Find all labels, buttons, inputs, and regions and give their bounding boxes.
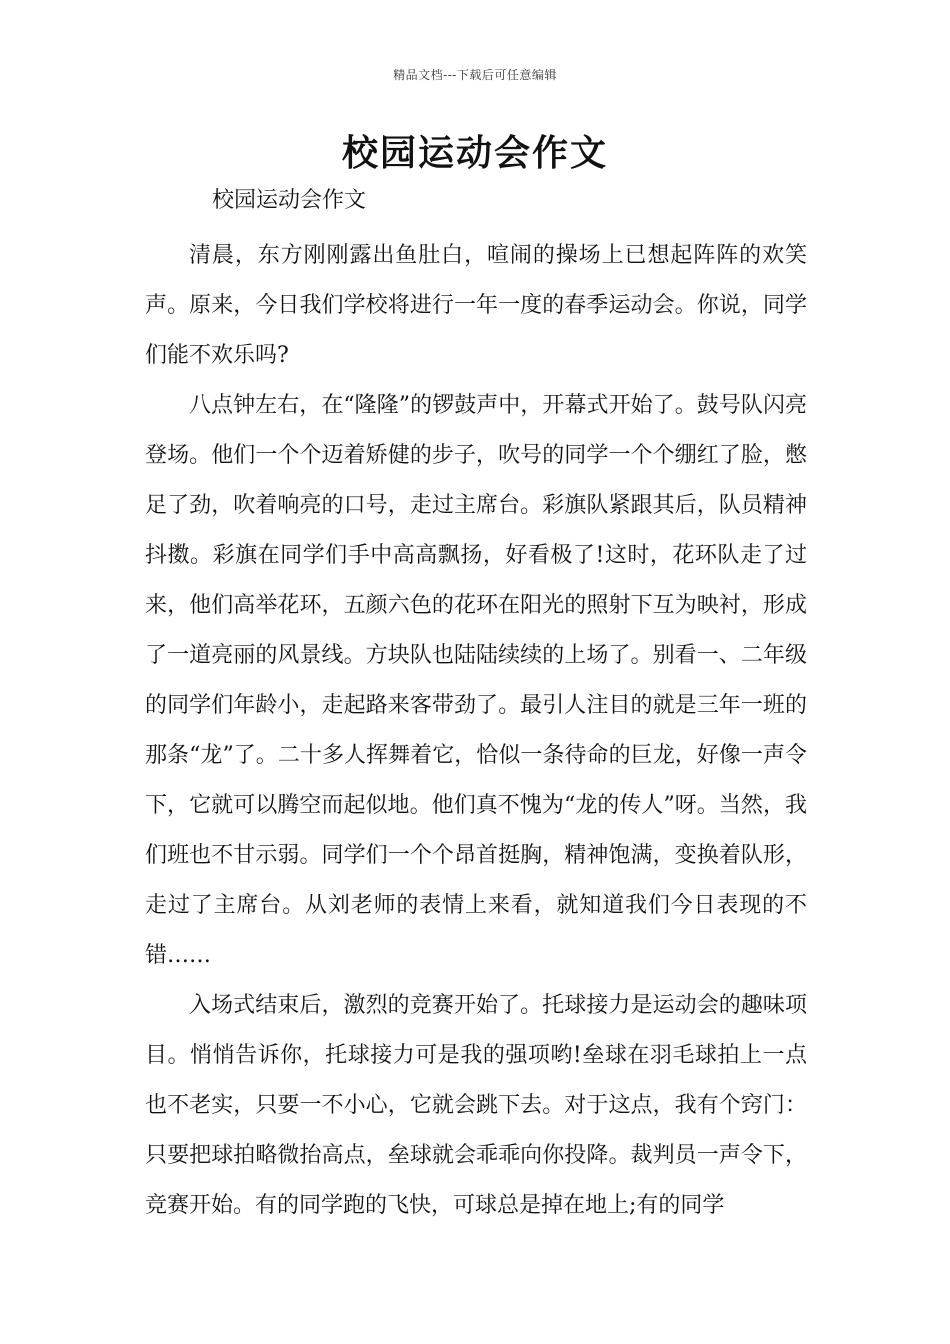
page-header: 精品文档---下载后可任意编辑 — [393, 68, 557, 82]
paragraph-1: 清晨，东方刚刚露出鱼肚白，喧闹的操场上已想起阵阵的欢笑声。原来，今日我们学校将进行一年一度的春季运动会。你说，同学们能不欢乐吗? — [145, 243, 807, 368]
document-title: 校园运动会作文 — [341, 132, 608, 174]
document-body — [145, 231, 807, 1231]
paragraph-2: 八点钟左右，在“隆隆”的锣鼓声中，开幕式开始了。鼓号队闪亮登场。他们一个个迈着矫健的步子，吹号的同学一个个绷红了脸，憋足了劲，吹着响亮的口号，走过主席台。彩旗队紧跟其后，队员精神抖擞。彩旗在同学们手中高高飘扬，好看极了!这时，花环队走了过来，他们高举花环，五颜六色的花环在阳光的照射下互为映衬，形成了一道亮丽的风景线。方块队也陆陆续续的上场了。别看一、二年级的同学们年龄小，走起路来客带劲了。最引人注目的就是三年一班的那条“龙”了。二十多人挥舞着它，恰似一条待命的巨龙，好像一声令下，它就可以腾空而起似地。他们真不愧为“龙的传人”呀。当然，我们班也不甘示弱。同学们一个个昂首挺胸，精神饱满，变换着队形，走过了主席台。从刘老师的表情上来看，就知道我们今日表现的不错…… — [145, 393, 807, 968]
document-subtitle: 校园运动会作文 — [212, 188, 367, 213]
paragraph-3: 入场式结束后，激烈的竞赛开始了。托球接力是运动会的趣味项目。悄悄告诉你，托球接力可是我的强项哟!垒球在羽毛球拍上一点也不老实，只要一不小心，它就会跳下去。对于这点，我有个窍门：只要把球拍略微抬高点，垒球就会乖乖向你投降。裁判员一声令下，竞赛开始。有的同学跑的飞快，可球总是掉在地上;有的同学 — [145, 993, 807, 1218]
